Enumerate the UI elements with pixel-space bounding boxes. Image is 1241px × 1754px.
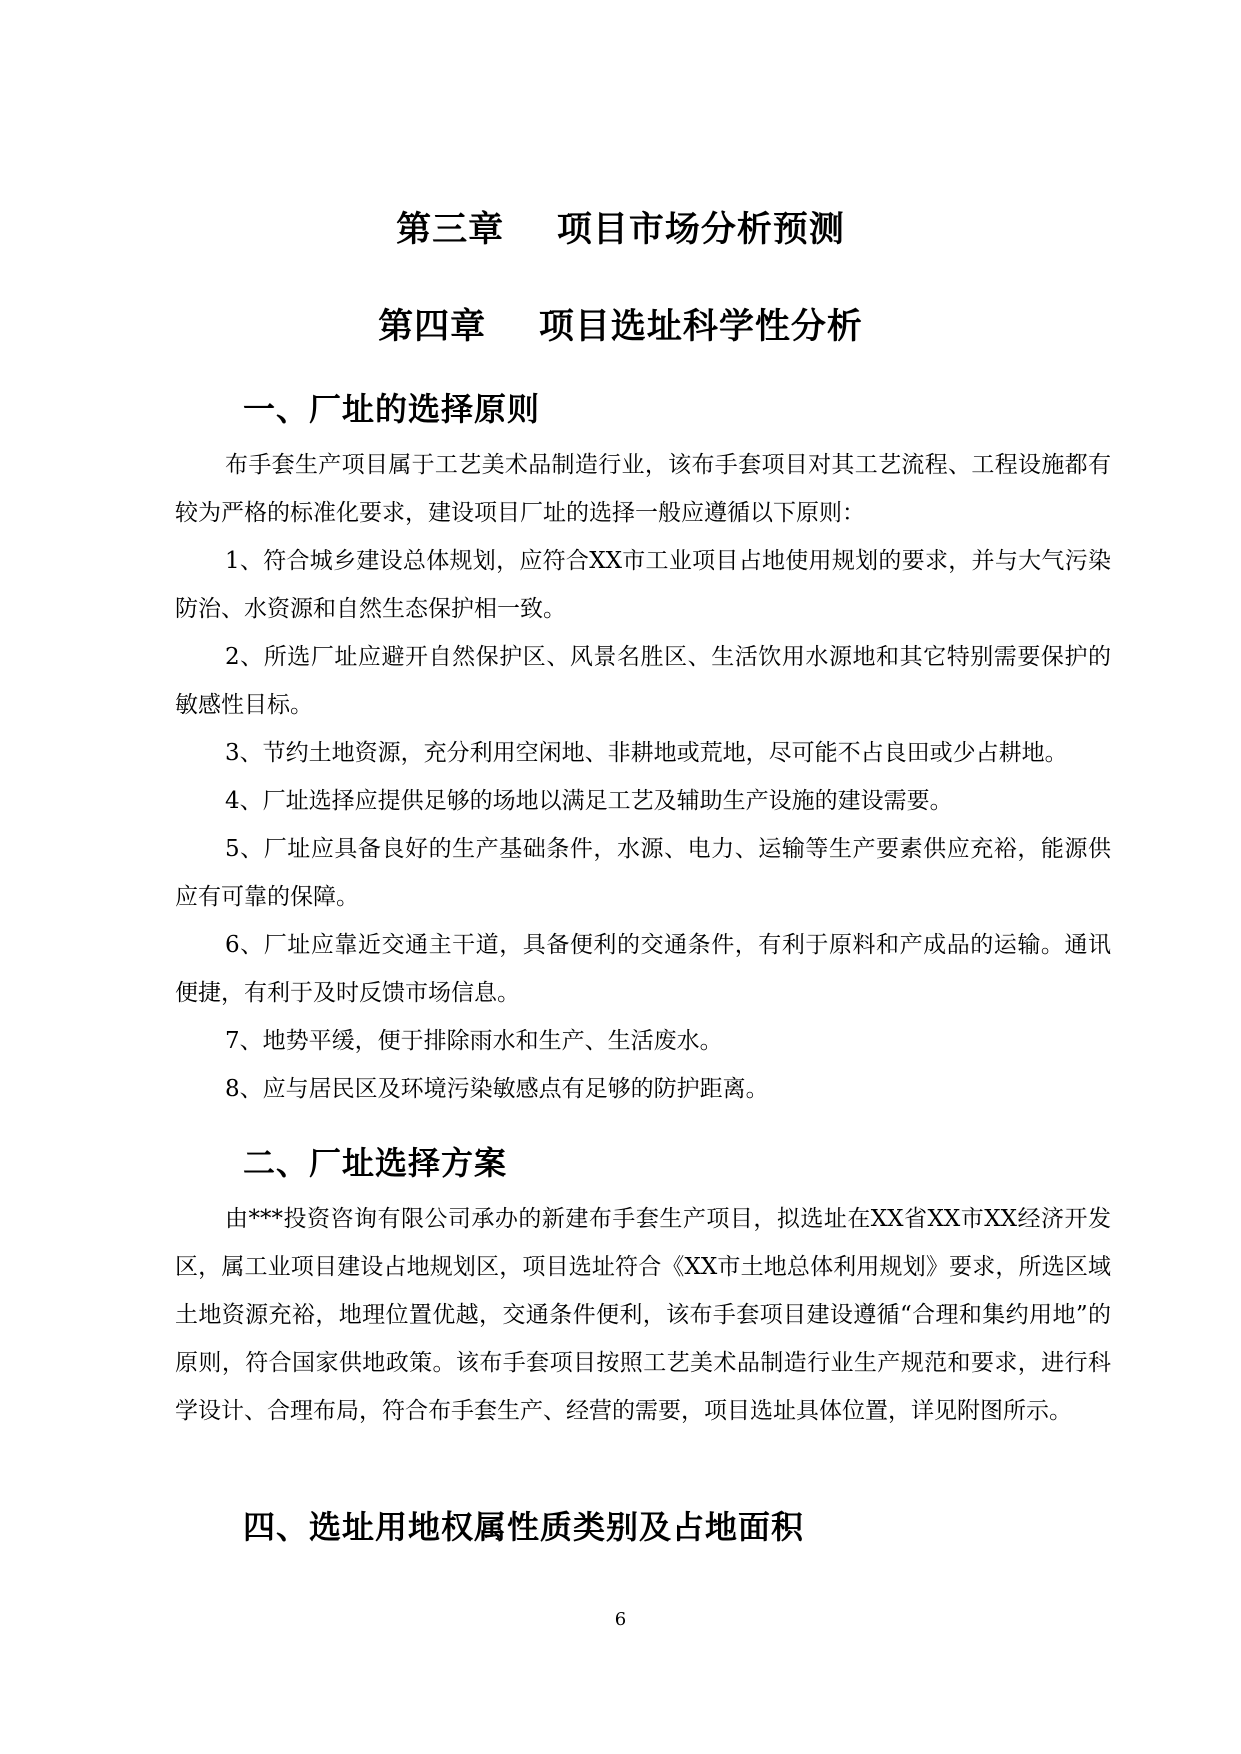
principle-item-6: 6、厂址应靠近交通主干道，具备便利的交通条件，有利于原料和产成品的运输。通讯便捷，有利于及时反馈市场信息。 xyxy=(175,932,1111,1006)
chapter-3-title: 第三章 项目市场分析预测 xyxy=(396,210,845,250)
section-2-body-paragraph: 由***投资咨询有限公司承办的新建布手套生产项目，拟选址在XX省XX市XX经济开发区，属工业项目建设占地规划区，项目选址符合《XX市土地总体利用规划》要求，所选区域土地资源充裕，地理位置优越，交通条件便利，该布手套项目建设遵循“合理和集约用地”的原则，符合国家供地政策。该布手套项目按照工艺美术品制造行业生产规范和要求，进行科学设计、合理布局，符合布手套生产、经营的需要，项目选址具体位置，详见附图所示。 xyxy=(175,1206,1111,1424)
section-heading-land-ownership: 四、选址用地权属性质类别及占地面积 xyxy=(243,1508,805,1546)
principle-item-2: 2、所选厂址应避开自然保护区、风景名胜区、生活饮用水源地和其它特别需要保护的敏感性目标。 xyxy=(175,644,1111,718)
chapter-4-title: 第四章 项目选址科学性分析 xyxy=(378,307,863,347)
principle-item-7: 7、地势平缓，便于排除雨水和生产、生活废水。 xyxy=(225,1028,723,1054)
principle-item-3: 3、节约土地资源，充分利用空闲地、非耕地或荒地，尽可能不占良田或少占耕地。 xyxy=(225,740,1068,766)
principle-item-8: 8、应与居民区及环境污染敏感点有足够的防护距离。 xyxy=(225,1076,769,1102)
section-heading-site-principles: 一、厂址的选择原则 xyxy=(243,390,541,428)
page-number: 6 xyxy=(614,1609,627,1630)
principle-item-5: 5、厂址应具备良好的生产基础条件，水源、电力、运输等生产要素供应充裕，能源供应有可靠的保障。 xyxy=(175,836,1111,910)
section-1-intro-paragraph: 布手套生产项目属于工艺美术品制造行业，该布手套项目对其工艺流程、工程设施都有较为严格的标准化要求，建设项目厂址的选择一般应遵循以下原则： xyxy=(175,452,1111,526)
principle-item-1: 1、符合城乡建设总体规划，应符合XX市工业项目占地使用规划的要求，并与大气污染防治、水资源和自然生态保护相一致。 xyxy=(175,548,1111,622)
principle-item-4: 4、厂址选择应提供足够的场地以满足工艺及辅助生产设施的建设需要。 xyxy=(225,788,953,814)
section-heading-site-plan: 二、厂址选择方案 xyxy=(243,1144,508,1182)
